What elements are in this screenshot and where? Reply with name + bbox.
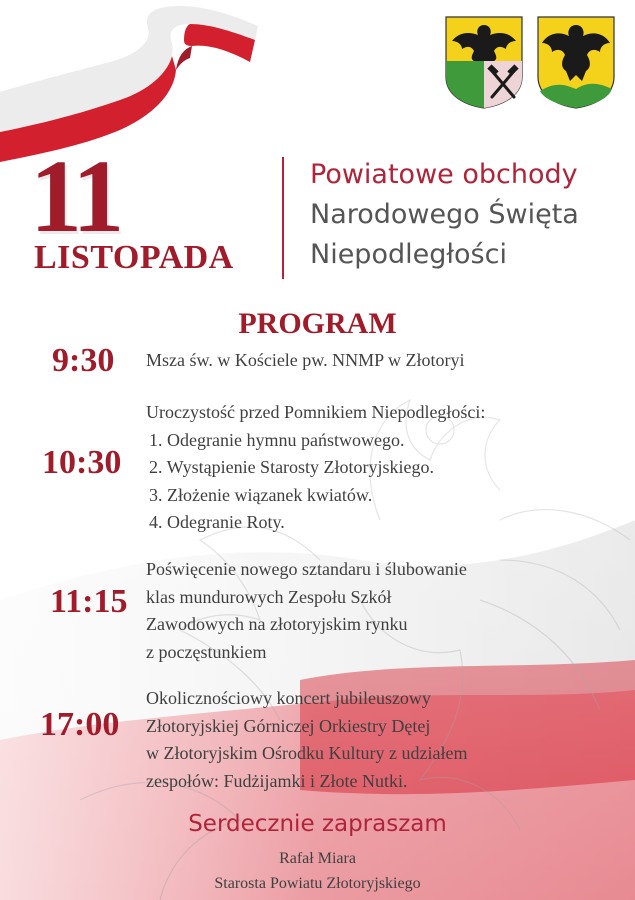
header-divider bbox=[282, 157, 284, 279]
event-description-2 bbox=[146, 399, 485, 537]
title-line-2: Narodowego Święta bbox=[310, 199, 579, 230]
event-2-line-2: 1. Odegranie hymnu państwowego. bbox=[149, 429, 405, 450]
event-4-line-3: w Złotoryjskim Ośrodku Kultury z udziałem bbox=[146, 743, 468, 763]
signature-position: Starosta Powiatu Złotoryjskiego bbox=[214, 875, 421, 892]
program-heading: PROGRAM bbox=[238, 307, 397, 340]
event-4-line-2: Złotoryjskiej Górniczej Orkiestry Dętej bbox=[146, 715, 431, 736]
date-month: LISTOPADA bbox=[34, 239, 234, 276]
event-3-line-2: klas mundurowych Zespołu Szkół bbox=[146, 586, 392, 607]
event-time-3: 11:15 bbox=[50, 583, 128, 620]
event-time-2: 10:30 bbox=[42, 444, 122, 481]
event-time-1: 9:30 bbox=[52, 342, 115, 379]
event-4-line-1: Okolicznościowy koncert jubileuszowy bbox=[146, 688, 431, 708]
event-4-line-4: zespołów: Fudżijamki i Złote Nutki. bbox=[146, 770, 408, 791]
event-2-line-4: 3. Złożenie wiązanek kwiatów. bbox=[149, 484, 373, 505]
event-time-4: 17:00 bbox=[40, 706, 120, 743]
event-description-3 bbox=[146, 556, 467, 666]
invitation-text: Serdecznie zapraszam bbox=[188, 811, 447, 837]
event-3-line-4: z poczęstunkiem bbox=[146, 641, 267, 662]
event-description-1 bbox=[146, 347, 464, 375]
date-day: 11 bbox=[30, 139, 121, 254]
event-2-line-3: 2. Wystąpienie Starosty Złotoryjskiego. bbox=[149, 457, 435, 477]
event-3-line-3: Zawodowych na złotoryjskim rynku bbox=[146, 614, 408, 634]
event-2-line-1: Uroczystość przed Pomnikiem Niepodległości: bbox=[146, 402, 486, 422]
title-line-3: Niepodległości bbox=[310, 239, 507, 270]
event-description-4 bbox=[146, 685, 467, 795]
title-line-1: Powiatowe obchody bbox=[310, 159, 578, 190]
event-1-line-1: Msza św. w Kościele pw. NNMP w Złotoryi bbox=[146, 350, 465, 370]
event-2-line-5: 4. Odegranie Roty. bbox=[149, 512, 285, 532]
silesia-coat-of-arms bbox=[536, 15, 616, 110]
signature-name: Rafał Miara bbox=[279, 850, 356, 867]
county-coat-of-arms bbox=[444, 15, 524, 110]
event-3-line-1: Poświęcenie nowego sztandaru i ślubowanie bbox=[146, 559, 467, 579]
